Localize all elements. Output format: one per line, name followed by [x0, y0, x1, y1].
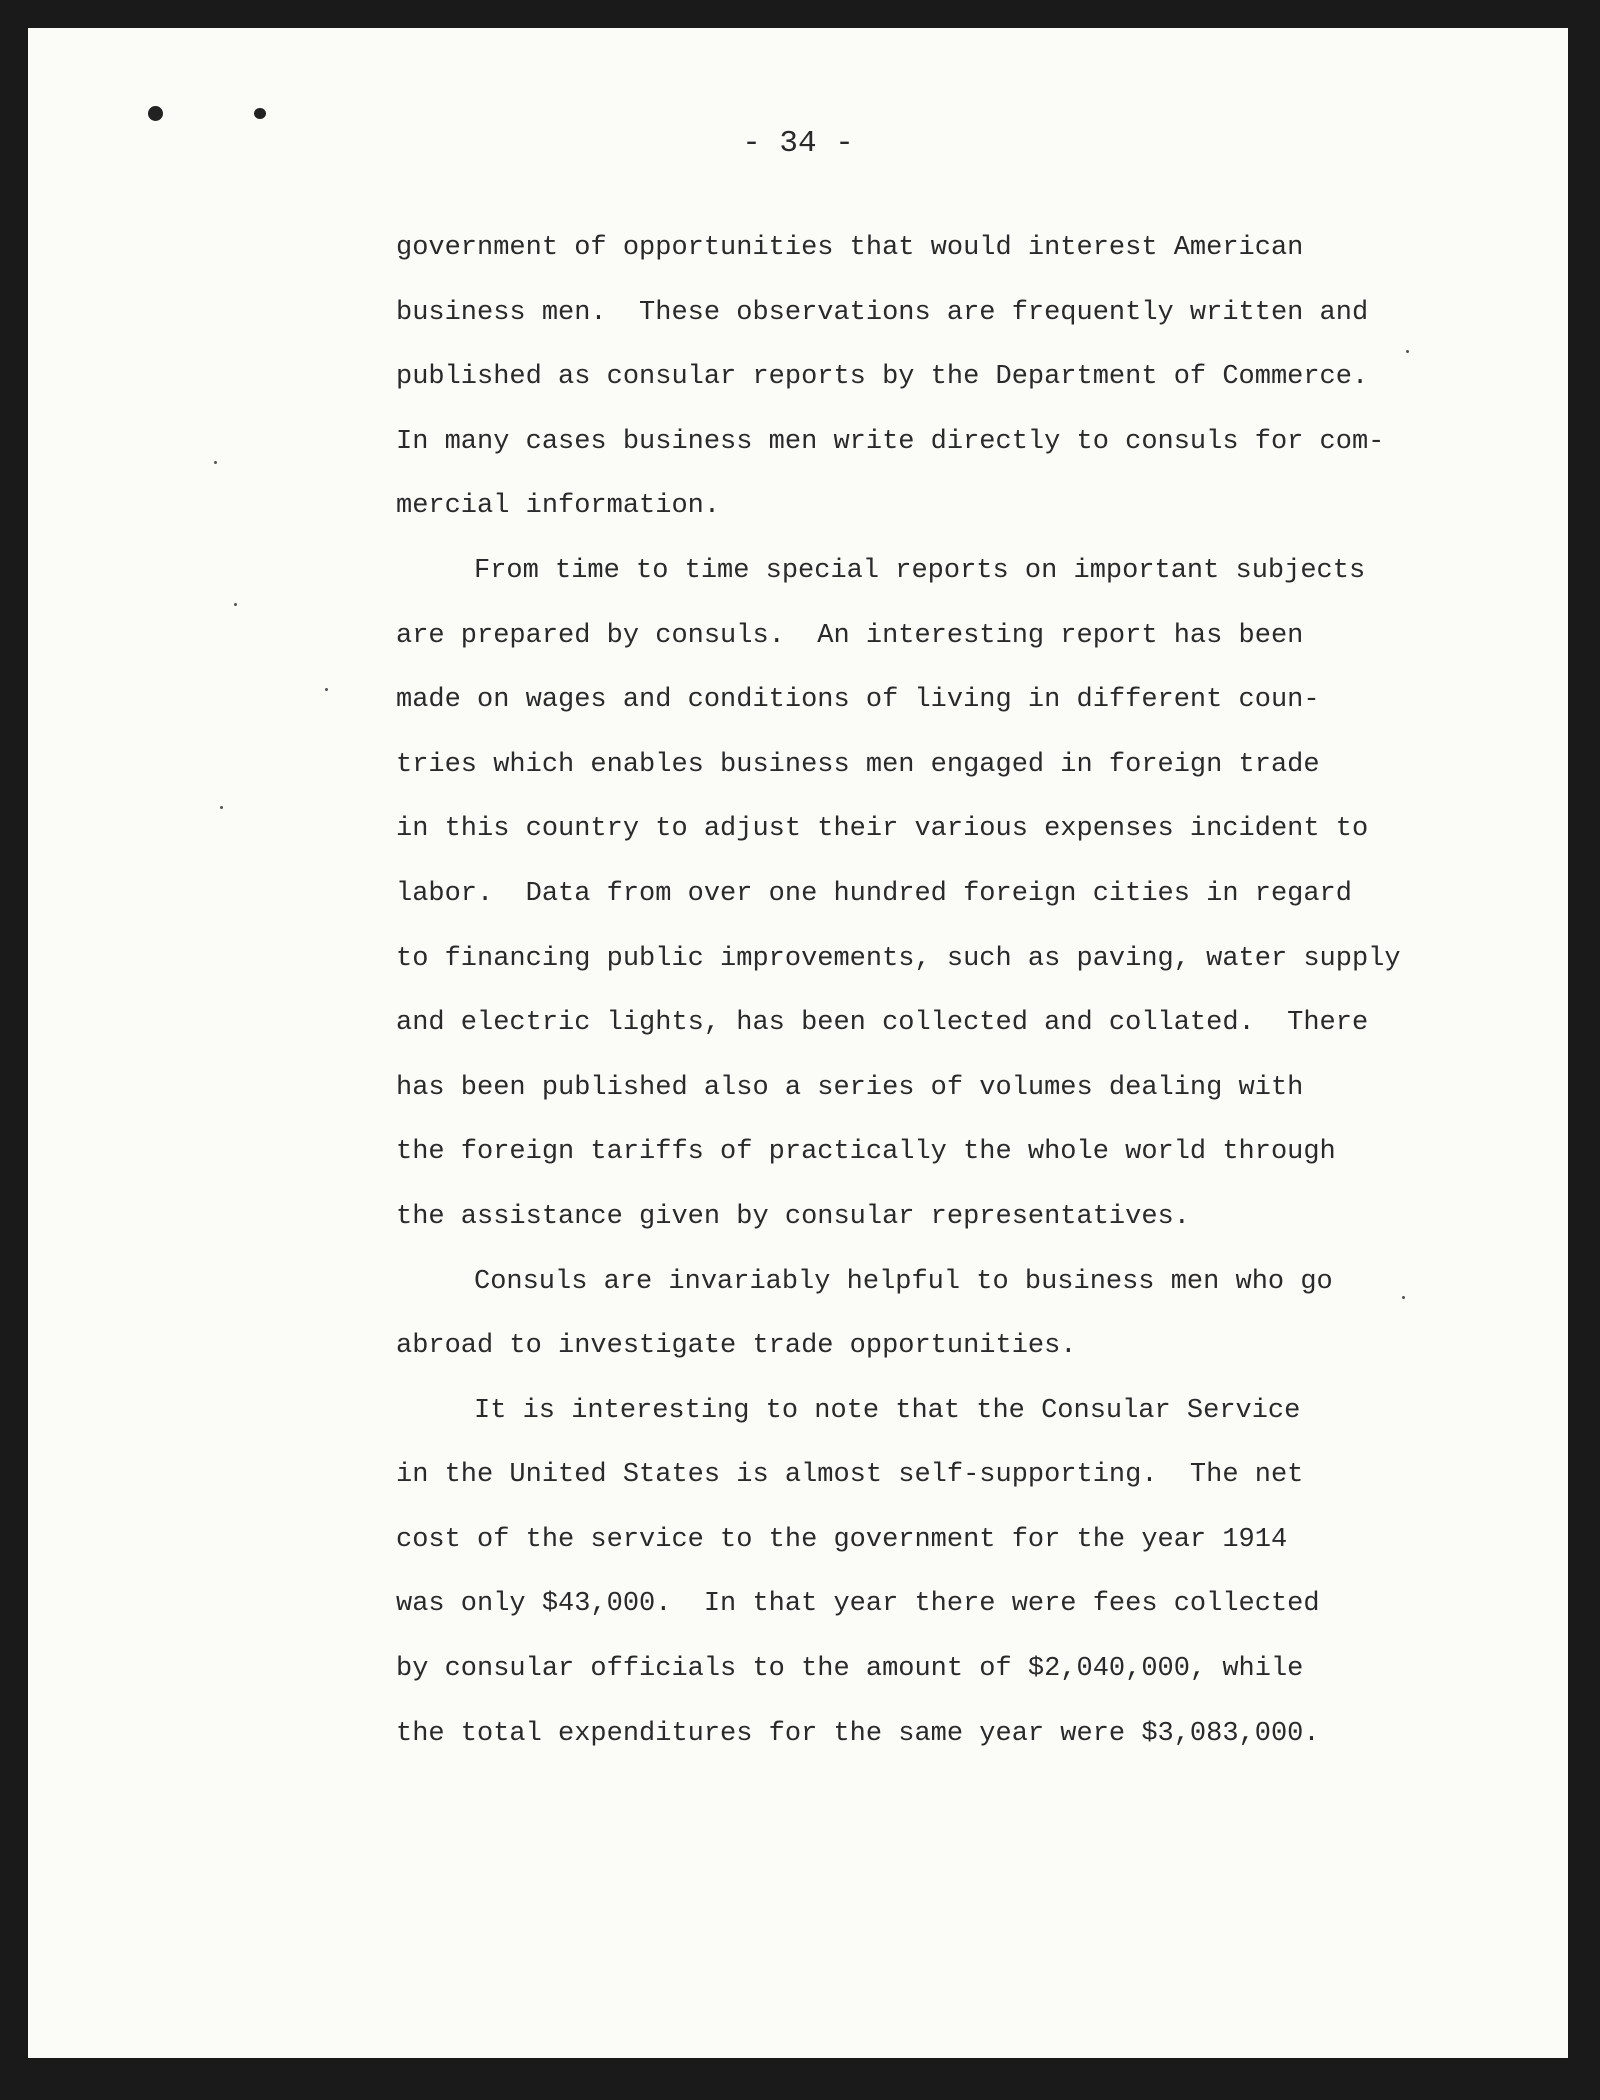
text-line: was only $43,000. In that year there were fees collected — [396, 1589, 1320, 1620]
text-line: government of opportunities that would interest American — [396, 233, 1304, 263]
text-line: the foreign tariffs of practically the whole world through — [396, 1137, 1336, 1168]
body-text — [396, 216, 1446, 1766]
text-line: In many cases business men write directly to consuls for com- — [396, 426, 1385, 457]
text-line: tries which enables business men engaged in foreign trade — [396, 749, 1320, 780]
text-line: mercial information. — [396, 491, 721, 522]
paragraph — [396, 1379, 1446, 1767]
text-line: made on wages and conditions of living in different coun- — [396, 685, 1320, 716]
text-line: has been published also a series of volumes dealing with — [396, 1072, 1304, 1103]
text-line: Consuls are invariably helpful to business men who go — [474, 1266, 1333, 1297]
paragraph — [396, 1250, 1446, 1379]
text-line: cost of the service to the government for the year 1914 — [396, 1524, 1288, 1555]
scan-speck — [325, 688, 328, 691]
scan-speck — [214, 461, 217, 464]
text-line: From time to time special reports on important subjects — [474, 555, 1366, 586]
page-number: - 34 - — [742, 126, 854, 161]
document-page — [28, 28, 1568, 2058]
text-line: and electric lights, has been collected and collated. There — [396, 1008, 1369, 1039]
text-line: in the United States is almost self-supporting. The net — [396, 1460, 1304, 1491]
text-line: business men. These observations are frequently written and — [396, 297, 1369, 328]
text-line: are prepared by consuls. An interesting report has been — [396, 620, 1304, 651]
text-line: abroad to investigate trade opportunities. — [396, 1331, 1077, 1362]
text-line: by consular officials to the amount of $2,040,000, while — [396, 1654, 1304, 1685]
text-line: labor. Data from over one hundred foreign cities in regard — [396, 878, 1352, 909]
text-line: to financing public improvements, such as paving, water supply — [396, 943, 1401, 974]
scan-speck — [234, 603, 237, 606]
text-line: the total expenditures for the same year were $3,083,000. — [396, 1718, 1320, 1749]
text-line: published as consular reports by the Department of Commerce. — [396, 362, 1369, 393]
text-line: the assistance given by consular representatives. — [396, 1201, 1190, 1232]
scan-speck — [220, 806, 223, 809]
punch-hole-mark — [254, 108, 266, 119]
text-line: It is interesting to note that the Consular Service — [474, 1395, 1301, 1426]
paragraph — [396, 216, 1446, 539]
punch-hole-mark — [148, 106, 163, 121]
paragraph — [396, 539, 1446, 1250]
text-line: in this country to adjust their various expenses incident to — [396, 814, 1369, 845]
